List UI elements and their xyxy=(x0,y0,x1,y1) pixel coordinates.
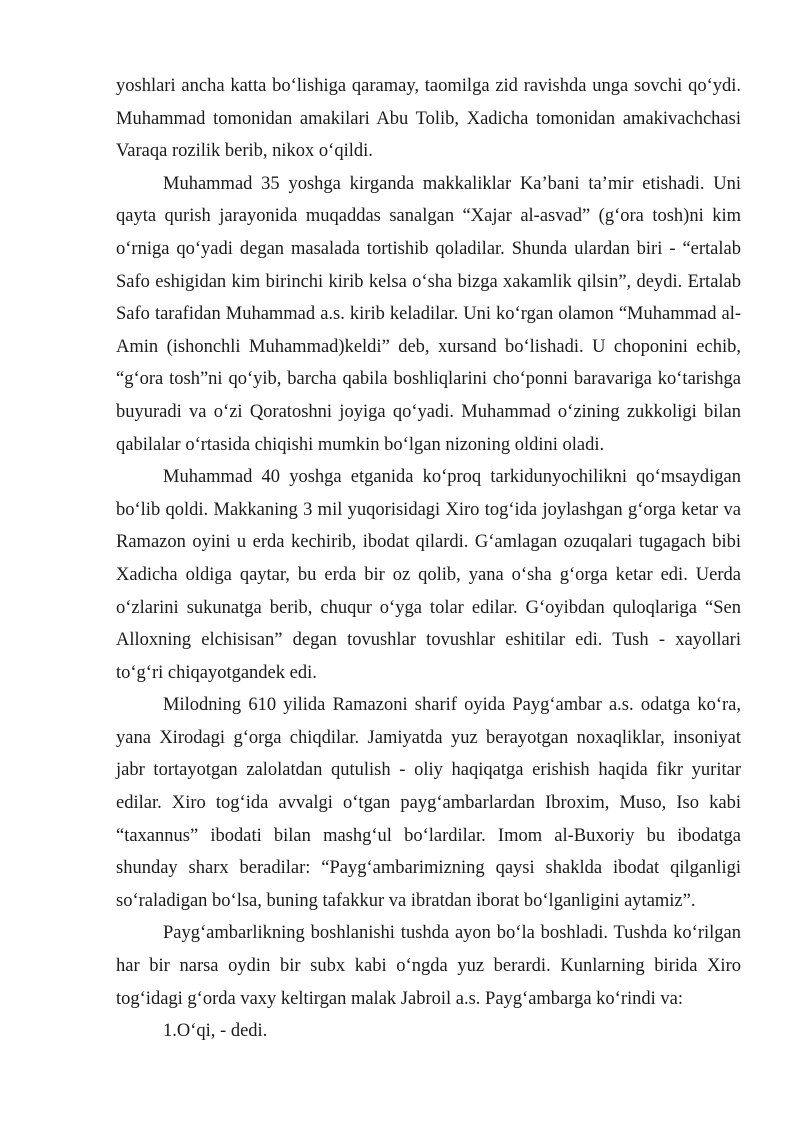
paragraph-2: Muhammad 35 yoshga kirganda makkaliklar Ka’bani ta’mir etishadi. Uni qayta qurish jarayonida muqaddas sanalgan “Xajar al-asvad” (g‘ora tosh)ni kim o‘rniga qo‘yadi degan masalada tortishib qoladilar. Shunda ulardan biri - “ertalab Safo eshigidan kim birinchi kirib kelsa o‘sha bizga xakamlik qilsin”, deydi. Ertalab Safo tarafidan Muhammad a.s. kirib keladilar. Uni ko‘rgan olamon “Muhammad al-Amin (ishonchli Muhammad)keldi” deb, xursand bo‘lishadi. U choponini echib, “g‘ora tosh”ni qo‘yib, barcha qabila boshliqlarini cho‘ponni baravariga ko‘tarishga buyuradi va o‘zi Qoratoshni joyiga qo‘yadi. Muhammad o‘zining zukkoligi bilan qabilalar o‘rtasida chiqishi mumkin bo‘lgan nizoning oldini oladi. xyxy=(116,173,741,455)
paragraph-3: Muhammad 40 yoshga etganida ko‘proq tarkidunyochilikni qo‘msaydigan bo‘lib qoldi. Makkaning 3 mil yuqorisidagi Xiro tog‘ida joylashgan g‘orga ketar va Ramazon oyini u erda kechirib, ibodat qilardi. G‘amlagan ozuqalari tugagach bibi Xadicha oldiga qaytar, bu erda bir oz qolib, yana o‘sha g‘orga ketar edi. Uerda o‘zlarini sukunatga berib, chuqur o‘yga tolar edilar. G‘oyibdan quloqlariga “Sen Alloxning elchisisan” degan tovushlar tovushlar eshitilar edi. Tush - xayollari to‘g‘ri chiqayotgandek edi. xyxy=(116,467,741,683)
paragraph-5: Payg‘ambarlikning boshlanishi tushda ayon bo‘la boshladi. Tushda ko‘rilgan har bir narsa oydin bir subx kabi o‘ngda yuz berardi. Kunlarning birida Xiro tog‘idagi g‘orda vaxy keltirgan malak Jabroil a.s. Payg‘ambarga ko‘rindi va: xyxy=(116,923,741,1009)
paragraph-1: yoshlari ancha katta bo‘lishiga qaramay, taomilga zid ravishda unga sovchi qo‘ydi. Muhammad tomonidan amakilari Abu Tolib, Xadicha tomonidan amakivachchasi Varaqa rozilik berib, nikox o‘qildi. xyxy=(116,76,741,162)
paragraph-4: Milodning 610 yilida Ramazoni sharif oyida Payg‘ambar a.s. odatga ko‘ra, yana Xirodagi g‘orga chiqdilar. Jamiyatda yuz berayotgan noxaqliklar, insoniyat jabr tortayotgan zalolatdan qutulish - oliy haqiqatga erishish haqida fikr yuritar edilar. Xiro tog‘ida avvalgi o‘tgan payg‘ambarlardan Ibroxim, Muso, Iso kabi “taxannus” ibodati bilan mashg‘ul bo‘lardilar. Imom al-Buxoriy bu ibodatga shunday sharx beradilar: “Payg‘ambarimizning qaysi shaklda ibodat qilganligi so‘raladigan bo‘lsa, buning tafakkur va ibratdan iborat bo‘lganligini aytamiz”. xyxy=(116,695,741,911)
document-page xyxy=(116,70,741,1048)
paragraph-6: 1.O‘qi, - dedi. xyxy=(163,1021,268,1042)
